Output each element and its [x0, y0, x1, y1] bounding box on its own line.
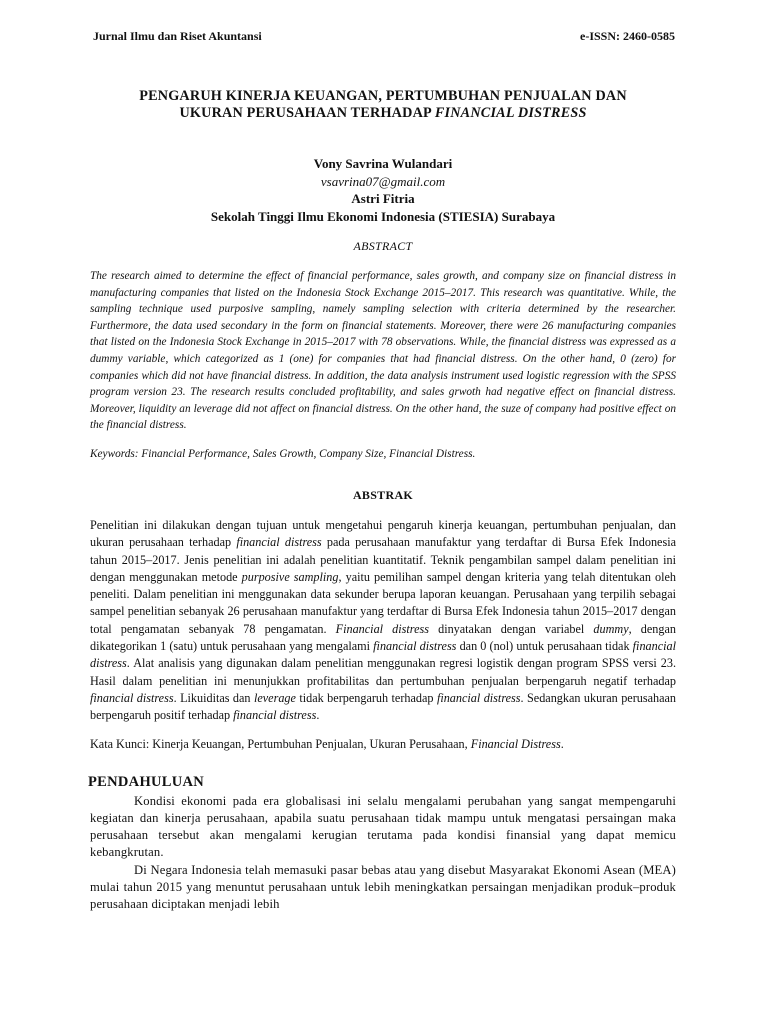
abstrak-heading: ABSTRAK	[352, 487, 414, 502]
abstrak-text: dan 0 (nol) untuk perusahaan tidak	[456, 639, 633, 654]
title-line-2	[90, 105, 676, 122]
abstrak-italic: dummy	[593, 621, 629, 636]
author-2-name: Astri Fitria	[351, 191, 415, 206]
abstrak-text: dinyatakan dengan variabel	[428, 621, 594, 636]
abstrak-text: , yaitu pemilihan sampel dengan kriteria yang telah ditentukan oleh peneliti. Dalam penelitian ini menggunakan data sekunder berupa laporan keuangan. Perusahaan yang terpilih sebagai sampel penelitian sebanyak 26 perusahaan manufaktur yang terdaftar di Bursa Efek Indonesia tahun 2015–2017 dengan total pengamatan sebanyak 78 pengamatan.	[90, 569, 676, 636]
kata-kunci-end: .	[560, 736, 564, 751]
abstrak-text: tidak berpengaruh terhadap	[295, 690, 437, 705]
abstract-heading: ABSTRACT	[353, 239, 413, 253]
abstrak-indonesian	[90, 517, 676, 725]
abstrak-text: . Sedangkan ukuran perusahaan berpengaruh positif terhadap	[90, 690, 677, 723]
abstrak-text: . Likuiditas dan	[173, 690, 254, 705]
title-line-2-text: UKURAN PERUSAHAAN TERHADAP	[179, 105, 435, 121]
abstrak-italic: financial distress	[90, 639, 677, 671]
abstrak-text: .	[316, 708, 320, 723]
abstrak-italic: purposive sampling	[241, 569, 339, 584]
journal-issn: e-ISSN: 2460-0585	[580, 29, 675, 43]
kata-kunci-italic: Financial Distress	[470, 736, 561, 751]
intro-paragraph-1: Kondisi ekonomi pada era globalisasi ini selalu mengalami perubahan yang sangat mempengaruhi kegiatan dan kinerja perusahaan, apabila suatu perusahaan tidak mampu untuk mengatasi persaingan maka perusahaan tersebut akan mengalami kerugian terutama pada kondisi finansial yang dapat memicu kebangkrutan.	[90, 793, 676, 860]
kata-kunci-text: Kata Kunci: Kinerja Keuangan, Pertumbuhan Penjualan, Ukuran Perusahaan,	[90, 736, 471, 751]
abstrak-text: pada perusahaan manufaktur yang terdaftar di Bursa Efek Indonesia tahun 2015–2017. Jenis penelitian ini adalah penelitian kuantitatif. Teknik pengambilan sampel dalam penelitian ini dengan menggunakan metode	[90, 535, 676, 584]
abstrak-text: . Alat analisis yang digunakan dalam penelitian menggunakan regresi logistik dengan program SPSS versi 23. Hasil dalam penelitian ini menunjukkan profitabilitas dan pertumbuhan penjualan berpengaruh negatif terhadap	[90, 656, 676, 688]
keywords-english: Keywords: Financial Performance, Sales Growth, Company Size, Financial Distress.	[90, 447, 476, 460]
abstrak-italic: financial distress	[436, 690, 521, 705]
abstrak-text: , dengan dikategorikan 1 (satu) untuk perusahaan yang mengalami	[90, 621, 676, 654]
title-line-1: PENGARUH KINERJA KEUANGAN, PERTUMBUHAN PENJUALAN DAN	[139, 88, 627, 104]
abstrak-italic: financial distress	[90, 690, 174, 705]
intro-paragraph-2: Di Negara Indonesia telah memasuki pasar bebas atau yang disebut Masyarakat Ekonomi Asean (MEA) mulai tahun 2015 yang menuntut perusahaan untuk lebih meningkatkan persaingan menjadikan produk–produk perusahaan diciptakan menjadi lebih	[90, 862, 676, 912]
title-line-2-italic: FINANCIAL DISTRESS	[434, 105, 587, 121]
abstrak-italic: leverage	[253, 690, 296, 705]
abstrak-italic: financial distress	[236, 535, 322, 550]
author-block	[90, 155, 676, 225]
article-content	[90, 88, 676, 914]
section-heading-pendahuluan: PENDAHULUAN	[88, 773, 205, 790]
article-title	[90, 88, 676, 122]
journal-name: Jurnal Ilmu dan Riset Akuntansi	[93, 29, 262, 43]
abstrak-italic: Financial distress	[335, 621, 429, 636]
author-1-name: Vony Savrina Wulandari	[313, 156, 453, 171]
abstract-english: The research aimed to determine the effect of financial performance, sales growth, and company size on financial distress in manufacturing companies that listed on the Indonesia Stock Exchange 2015–2017. This research was quantitative. While, the sampling technique used purposive sampling, namely sampling selection with criteria determined by the researcher. Furthermore, the data used secondary in the form on financial statements. Moreover, there were 26 manufacturing companies that listed on the Indonesia Stock Exchange in 2015–2017 with 78 observations. While, the financial distress was expressed as a dummy variable, which categorized as 1 (one) for companies that had financial distress. On the other hand, 0 (zero) for companies which did not have financial distress. In addition, the data analysis instrument used logistic regression with the SPSS program version 23. The research results concluded profitability, and sales grwoth had negative effect on financial distress. Moreover, liquidity an leverage did not affect on financial distress. On the other hand, the suze of company had positive effect on the financial distress.	[90, 270, 676, 432]
abstrak-italic: financial distress	[373, 639, 457, 654]
author-1-email: vsavrina07@gmail.com	[320, 173, 446, 189]
abstrak-text: Penelitian ini dilakukan dengan tujuan untuk mengetahui pengaruh kinerja keuangan, pertumbuhan penjualan, dan ukuran perusahaan terhadap	[90, 517, 676, 550]
abstrak-italic: financial distress	[233, 708, 317, 723]
author-affiliation: Sekolah Tinggi Ilmu Ekonomi Indonesia (STIESIA) Surabaya	[210, 208, 556, 224]
keywords-indonesian	[90, 736, 676, 753]
